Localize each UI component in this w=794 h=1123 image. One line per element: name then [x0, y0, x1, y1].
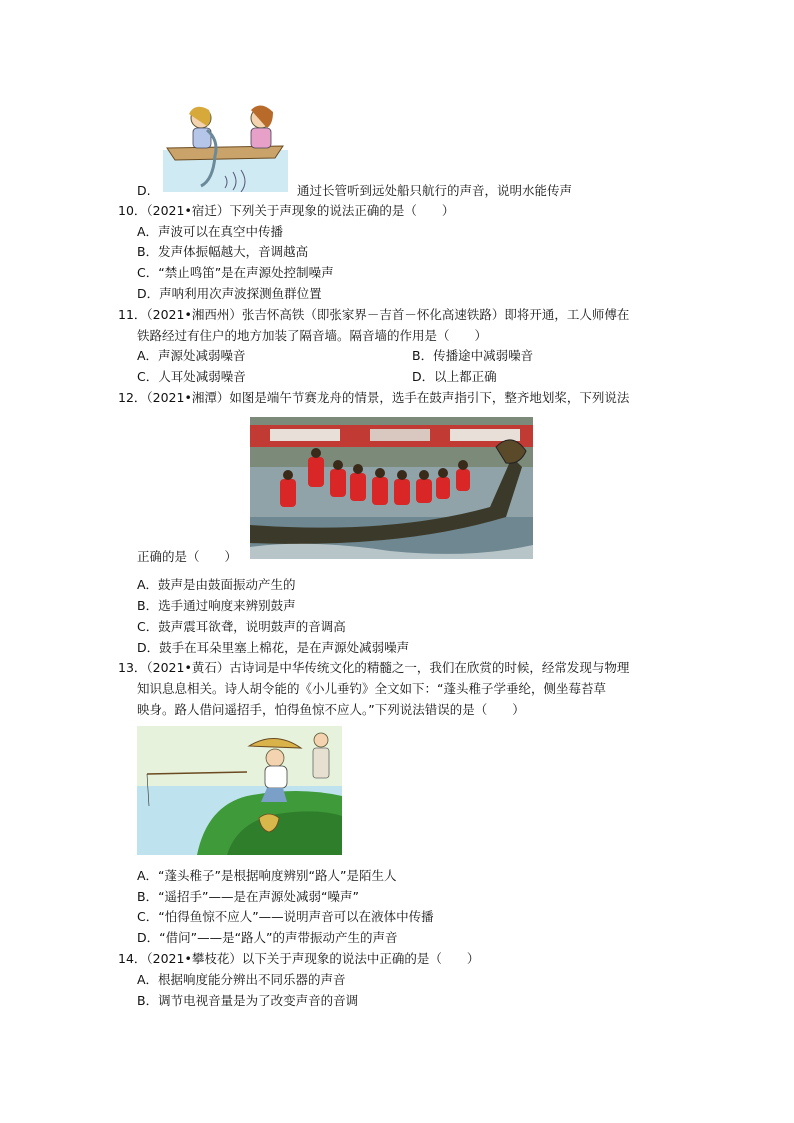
q13-option-b: B．“遥招手”——是在声源处减弱“噪声” — [137, 889, 359, 904]
q12-option-c: C．鼓声震耳欲聋，说明鼓声的音调高 — [137, 619, 346, 634]
dragon-boat-photo — [250, 417, 533, 559]
question-14-stem: 14．（2021•攀枝花）以下关于声现象的说法中正确的是（ ） — [118, 951, 480, 966]
q11-option-b: B．传播途中减弱噪音 — [412, 348, 534, 363]
q12-option-a: A．鼓声是由鼓面振动产生的 — [137, 577, 296, 592]
question-10-stem: 10．（2021•宿迁）下列关于声现象的说法正确的是（ ） — [118, 203, 455, 218]
q11-option-d: D．以上都正确 — [412, 369, 497, 384]
question-12-stem-line2: 正确的是（ ） — [137, 549, 238, 564]
q13-option-c: C．“怕得鱼惊不应人”——说明声音可以在液体中传播 — [137, 909, 434, 924]
question-11-stem-line2: 铁路经过有住户的地方加装了隔音墙。隔音墙的作用是（ ） — [137, 328, 488, 343]
q11-option-c: C．人耳处减弱噪音 — [137, 369, 246, 384]
question-11-stem-line1: 11．（2021•湘西州）张吉怀高铁（即张家界－吉首－怀化高速铁路）即将开通，工人师傅在 — [118, 307, 630, 322]
q9-option-d-text: 通过长管听到远处船只航行的声音，说明水能传声 — [297, 183, 573, 198]
q9-option-d-letter: D. — [137, 183, 151, 198]
q12-option-b: B．选手通过响度来辨别鼓声 — [137, 598, 296, 613]
question-12-stem-line1: 12．（2021•湘潭）如图是端午节赛龙舟的情景，选手在鼓声指引下，整齐地划桨，下列说法 — [118, 390, 630, 405]
question-13-stem-line3: 映身。路人借问遥招手，怕得鱼惊不应人。”下列说法错误的是（ ） — [137, 702, 525, 717]
question-13-stem-line2: 知识息息相关。诗人胡令能的《小儿垂钓》全文如下：“蓬头稚子学垂纶，侧坐莓苔草 — [137, 681, 606, 696]
q10-option-d: D．声呐利用次声波探测鱼群位置 — [137, 286, 322, 301]
q13-option-a: A．“蓬头稚子”是根据响度辨别“路人”是陌生人 — [137, 868, 397, 883]
child-fishing-illustration — [137, 726, 342, 855]
q10-option-b: B．发声体振幅越大，音调越高 — [137, 244, 309, 259]
q12-option-d: D．鼓手在耳朵里塞上棉花，是在声源处减弱噪声 — [137, 640, 410, 655]
q13-option-d: D．“借问”——是“路人”的声带振动产生的声音 — [137, 930, 398, 945]
q10-option-c: C．“禁止鸣笛”是在声源处控制噪声 — [137, 265, 334, 280]
q11-option-a: A．声源处减弱噪音 — [137, 348, 246, 363]
q14-option-b: B．调节电视音量是为了改变声音的音调 — [137, 993, 359, 1008]
q10-option-a: A．声波可以在真空中传播 — [137, 224, 284, 239]
q14-option-a: A．根据响度能分辨出不同乐器的声音 — [137, 972, 346, 987]
boat-listening-figure — [163, 100, 288, 192]
question-13-stem-line1: 13．（2021•黄石）古诗词是中华传统文化的精髓之一，我们在欣赏的时候，经常发现与物理 — [118, 660, 630, 675]
